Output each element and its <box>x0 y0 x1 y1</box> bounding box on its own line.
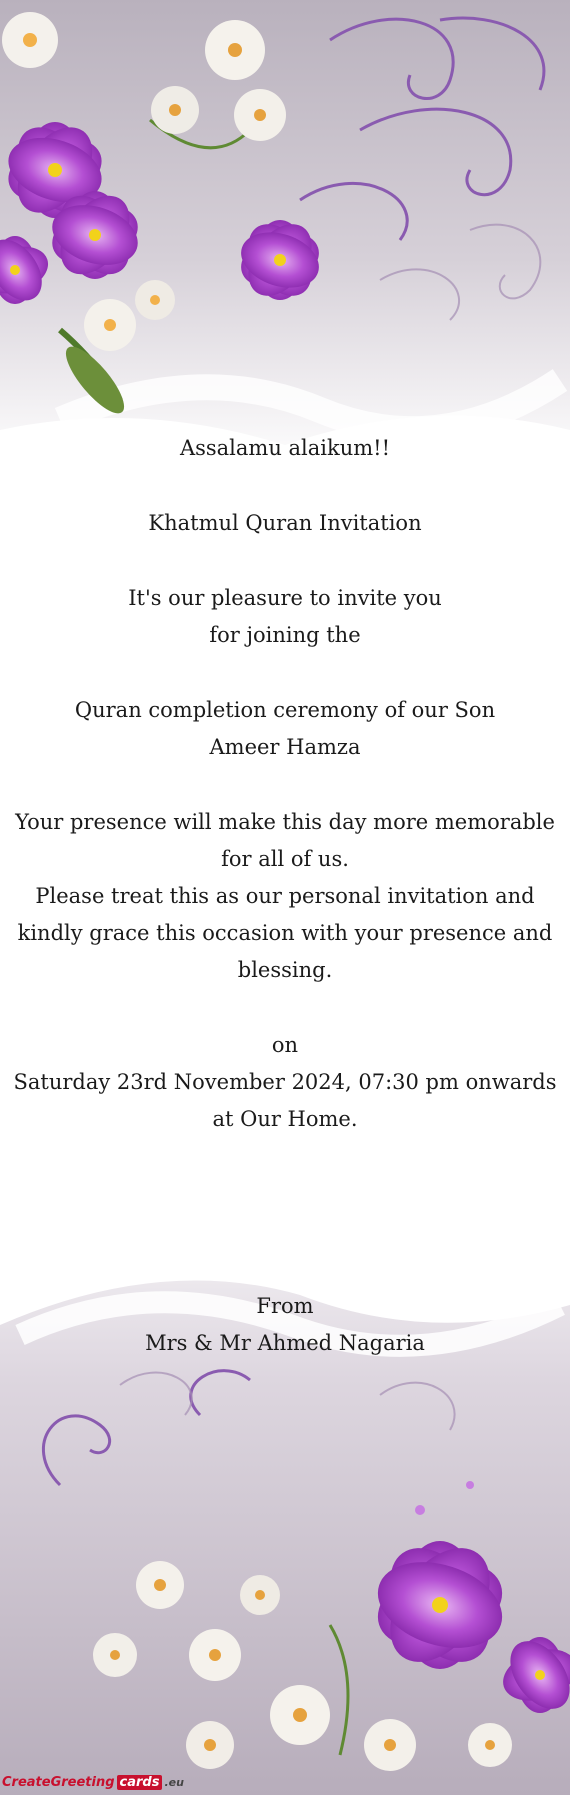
child-name: Ameer Hamza <box>209 735 361 759</box>
presence-line-2: for all of us. <box>221 847 349 871</box>
logo-tld-text: .eu <box>164 1775 184 1789</box>
treat-line-3: blessing. <box>237 958 333 982</box>
logo-main-text: CreateGreeting <box>2 1774 115 1790</box>
site-logo-link[interactable] <box>2 1771 184 1793</box>
pleasure-line-1: It's our pleasure to invite you <box>128 586 442 610</box>
pleasure-line-2: for joining the <box>209 623 361 647</box>
treat-line-1: Please treat this as our personal invitation and <box>35 884 535 908</box>
invitation-text <box>0 430 570 1362</box>
from-label: From <box>256 1294 314 1318</box>
treat-line-2: kindly grace this occasion with your presence and <box>17 921 553 945</box>
presence-line-1: Your presence will make this day more memorable <box>15 810 555 834</box>
logo-box-text: cards <box>117 1775 163 1790</box>
ceremony-line: Quran completion ceremony of our Son <box>74 698 496 722</box>
venue-line: at Our Home. <box>212 1107 358 1131</box>
hosts-name: Mrs & Mr Ahmed Nagaria <box>145 1331 425 1355</box>
date-line: Saturday 23rd November 2024, 07:30 pm onwards <box>13 1070 557 1094</box>
on-label: on <box>271 1033 299 1057</box>
invitation-title: Khatmul Quran Invitation <box>148 511 422 535</box>
greeting: Assalamu alaikum!! <box>179 436 391 460</box>
